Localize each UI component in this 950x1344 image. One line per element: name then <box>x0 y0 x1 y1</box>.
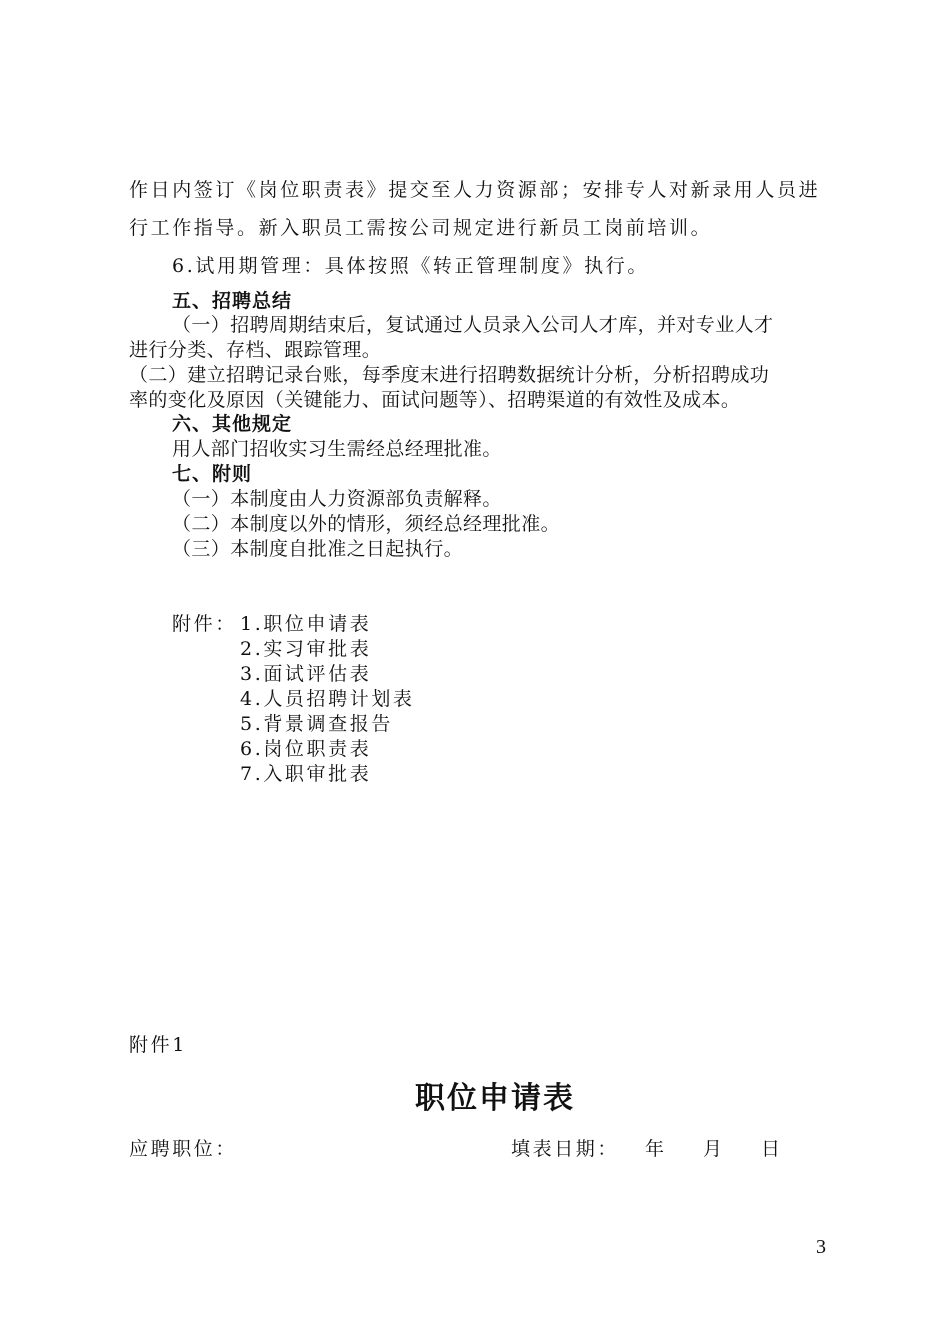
supplementary-item: （二）本制度以外的情形，须经总经理批准。 <box>172 513 561 535</box>
form-title: 职位申请表 <box>415 1081 575 1116</box>
summary-item-2: （二）建立招聘记录台账，每季度末进行招聘数据统计分析，分析招聘成功 <box>129 364 770 386</box>
attachment-item: 2.实习审批表 <box>240 638 372 660</box>
attachments-label: 附件： <box>172 613 237 635</box>
date-year: 年 <box>645 1138 667 1160</box>
date-day: 日 <box>761 1138 783 1160</box>
section-heading-supplementary: 七、附则 <box>172 463 253 485</box>
position-label: 应聘职位： <box>129 1138 238 1160</box>
supplementary-item: （三）本制度自批准之日起执行。 <box>172 538 464 560</box>
attachment-item: 3.面试评估表 <box>240 663 372 685</box>
attachment-item: 7.入职审批表 <box>240 763 372 785</box>
fill-date-label: 填表日期： <box>511 1138 620 1160</box>
page-number: 3 <box>816 1236 826 1258</box>
supplementary-item: （一）本制度由人力资源部负责解释。 <box>172 488 502 510</box>
annex-label: 附件1 <box>129 1034 187 1056</box>
summary-item-1: （一）招聘周期结束后，复试通过人员录入公司人才库，并对专业人才 <box>172 314 774 336</box>
other-rules-text: 用人部门招收实习生需经总经理批准。 <box>172 438 502 460</box>
attachment-item: 5.背景调查报告 <box>240 713 393 735</box>
summary-item-1-cont: 进行分类、存档、跟踪管理。 <box>129 339 382 361</box>
summary-item-2-cont: 率的变化及原因（关键能力、面试问题等）、招聘渠道的有效性及成本。 <box>129 389 741 411</box>
paragraph-line: 作日内签订《岗位职责表》提交至人力资源部；安排专人对新录用人员进 <box>129 179 821 201</box>
paragraph-line: 行工作指导。新入职员工需按公司规定进行新员工岗前培训。 <box>129 217 713 239</box>
section-heading-recruitment-summary: 五、招聘总结 <box>172 290 293 312</box>
attachment-item: 6.岗位职责表 <box>240 738 372 760</box>
item-six-probation: 6.试用期管理：具体按照《转正管理制度》执行。 <box>172 255 649 277</box>
attachment-item: 1.职位申请表 <box>240 613 372 635</box>
section-heading-other-rules: 六、其他规定 <box>172 413 293 435</box>
date-month: 月 <box>703 1138 725 1160</box>
attachment-item: 4.人员招聘计划表 <box>240 688 415 710</box>
